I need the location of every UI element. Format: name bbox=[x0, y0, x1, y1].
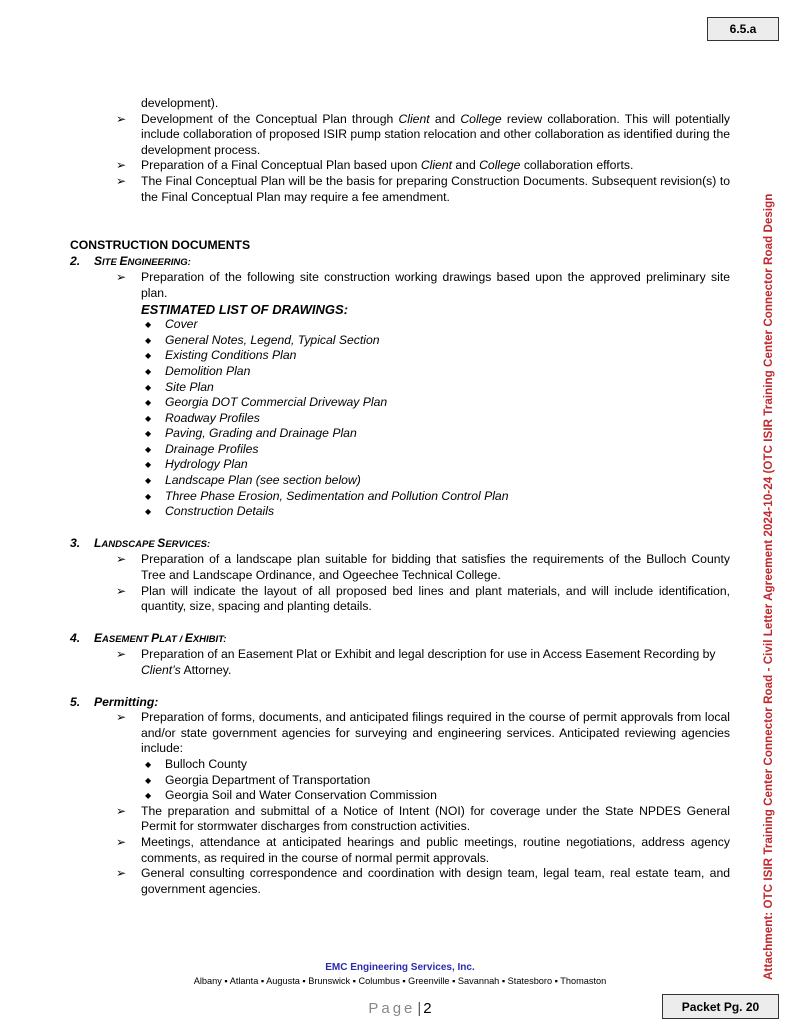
list-item: ➢ Plan will indicate the layout of all proposed bed lines and plant materials, and will include identification, quantity, size, spacing and planting details. bbox=[116, 583, 730, 614]
landscape-services-heading: 3. LANDSCAPE SERVICES: bbox=[70, 535, 211, 550]
list-item: ➢ Preparation of a Final Conceptual Plan based upon Client and College collaboration efforts. bbox=[116, 158, 634, 173]
drawing-item: ◆ Demolition Plan bbox=[145, 363, 251, 378]
agency-item: ◆ Georgia Department of Transportation bbox=[145, 772, 371, 787]
arrow-bullet-icon: ➢ bbox=[116, 647, 127, 662]
arrow-bullet-icon: ➢ bbox=[116, 158, 127, 173]
drawing-item: ◆ Landscape Plan (see section below) bbox=[145, 473, 361, 488]
drawing-item: ◆ Three Phase Erosion, Sedimentation and Pollution Control Plan bbox=[145, 488, 509, 503]
drawing-item: ◆ Roadway Profiles bbox=[145, 410, 260, 425]
diamond-bullet-icon: ◆ bbox=[145, 491, 152, 501]
agency-item: ◆ Bulloch County bbox=[145, 756, 247, 771]
permitting-heading: 5. Permitting: bbox=[70, 694, 159, 709]
easement-plat-heading: 4. EASEMENT PLAT / EXHIBIT: bbox=[70, 630, 227, 645]
diamond-bullet-icon: ◆ bbox=[145, 335, 152, 345]
diamond-bullet-icon: ◆ bbox=[145, 775, 152, 785]
drawing-item: ◆ Construction Details bbox=[145, 504, 275, 519]
page-number: Page | 2 bbox=[368, 1000, 432, 1017]
drawing-item: ◆ General Notes, Legend, Typical Section bbox=[145, 332, 380, 347]
arrow-bullet-icon: ➢ bbox=[116, 111, 127, 126]
packet-page-label: Packet Pg. 20 bbox=[662, 994, 779, 1019]
list-item: ➢ The Final Conceptual Plan will be the basis for preparing Construction Documents. Subsequent revision(s) to the Final Conceptual Plan may require a fee amendment. bbox=[116, 173, 730, 204]
diamond-bullet-icon: ◆ bbox=[145, 366, 152, 376]
arrow-bullet-icon: ➢ bbox=[116, 583, 127, 598]
drawing-item: ◆ Site Plan bbox=[145, 379, 214, 394]
list-item: ➢ Preparation of a landscape plan suitable for bidding that satisfies the requirements of the Bulloch County Tree and Landscape Ordinance, and Ogeechee Technical College. bbox=[116, 552, 730, 583]
arrow-bullet-icon: ➢ bbox=[116, 270, 127, 285]
diamond-bullet-icon: ◆ bbox=[145, 429, 152, 439]
drawing-item: ◆ Existing Conditions Plan bbox=[145, 348, 297, 363]
diamond-bullet-icon: ◆ bbox=[145, 398, 152, 408]
arrow-bullet-icon: ➢ bbox=[116, 834, 127, 849]
list-item: ➢ Preparation of an Easement Plat or Exhibit and legal description for use in Access Easement Recording by Client’s Attorney. bbox=[116, 647, 716, 677]
attachment-sidebar-label: Attachment: OTC ISIR Training Center Connector Road - Civil Letter Agreement 2024-10-24 (OTC ISIR Training Center Connector Road Design bbox=[762, 193, 775, 980]
drawing-item: ◆ Georgia DOT Commercial Driveway Plan bbox=[145, 395, 388, 410]
list-item: ➢ The preparation and submittal of a Notice of Intent (NOI) for coverage under the State NPDES General Permit for stormwater discharges from construction activities. bbox=[116, 803, 730, 834]
drawing-item: ◆ Paving, Grading and Drainage Plan bbox=[145, 426, 357, 441]
drawing-item: ◆ Hydrology Plan bbox=[145, 457, 248, 472]
site-engineering-heading: 2. SITE ENGINEERING: bbox=[70, 253, 191, 268]
list-item: ➢ Preparation of the following site construction working drawings based upon the approved preliminary site plan. bbox=[116, 270, 730, 300]
construction-documents-heading: CONSTRUCTION DOCUMENTS bbox=[70, 238, 251, 253]
arrow-bullet-icon: ➢ bbox=[116, 710, 127, 725]
intro-continuation: development). bbox=[141, 96, 219, 110]
diamond-bullet-icon: ◆ bbox=[145, 413, 152, 423]
arrow-bullet-icon: ➢ bbox=[116, 866, 127, 881]
document-body bbox=[70, 96, 730, 897]
diamond-bullet-icon: ◆ bbox=[145, 444, 152, 454]
diamond-bullet-icon: ◆ bbox=[145, 759, 152, 769]
arrow-bullet-icon: ➢ bbox=[116, 552, 127, 567]
list-item: ➢ Preparation of forms, documents, and anticipated filings required in the course of permit approvals from local and/or state government agencies for surveying and engineering services. Anticipated reviewing agencies include: bbox=[116, 710, 730, 756]
footer-company-name: EMC Engineering Services, Inc. bbox=[325, 962, 475, 973]
diamond-bullet-icon: ◆ bbox=[145, 382, 152, 392]
list-item: ➢ General consulting correspondence and coordination with design team, legal team, real estate team, and government agencies. bbox=[116, 866, 730, 896]
list-item: ➢ Meetings, attendance at anticipated hearings and public meetings, routine negotiations, address agency comments, as required in the course of normal permit approvals. bbox=[116, 834, 730, 865]
footer-office-locations: Albany ▪ Atlanta ▪ Augusta ▪ Brunswick ▪ Columbus ▪ Greenville ▪ Savannah ▪ Statesboro ▪ Thomaston bbox=[193, 976, 607, 986]
diamond-bullet-icon: ◆ bbox=[145, 460, 152, 470]
drawing-item: ◆ Drainage Profiles bbox=[145, 441, 259, 456]
arrow-bullet-icon: ➢ bbox=[116, 803, 127, 818]
drawings-list-title: ESTIMATED LIST OF DRAWINGS: bbox=[141, 301, 349, 317]
drawing-item: ◆ Cover bbox=[145, 317, 198, 332]
agenda-item-tag: 6.5.a bbox=[707, 17, 779, 41]
diamond-bullet-icon: ◆ bbox=[145, 476, 152, 486]
diamond-bullet-icon: ◆ bbox=[145, 791, 152, 801]
diamond-bullet-icon: ◆ bbox=[145, 351, 152, 361]
diamond-bullet-icon: ◆ bbox=[145, 320, 152, 330]
list-item: ➢ Development of the Conceptual Plan through Client and College review collaboration. This will potentially include collaboration of proposed ISIR pump station relocation and other collaboration as identified during the development process. bbox=[116, 111, 731, 157]
diamond-bullet-icon: ◆ bbox=[145, 507, 152, 517]
arrow-bullet-icon: ➢ bbox=[116, 173, 127, 188]
agency-item: ◆ Georgia Soil and Water Conservation Commission bbox=[145, 788, 437, 803]
